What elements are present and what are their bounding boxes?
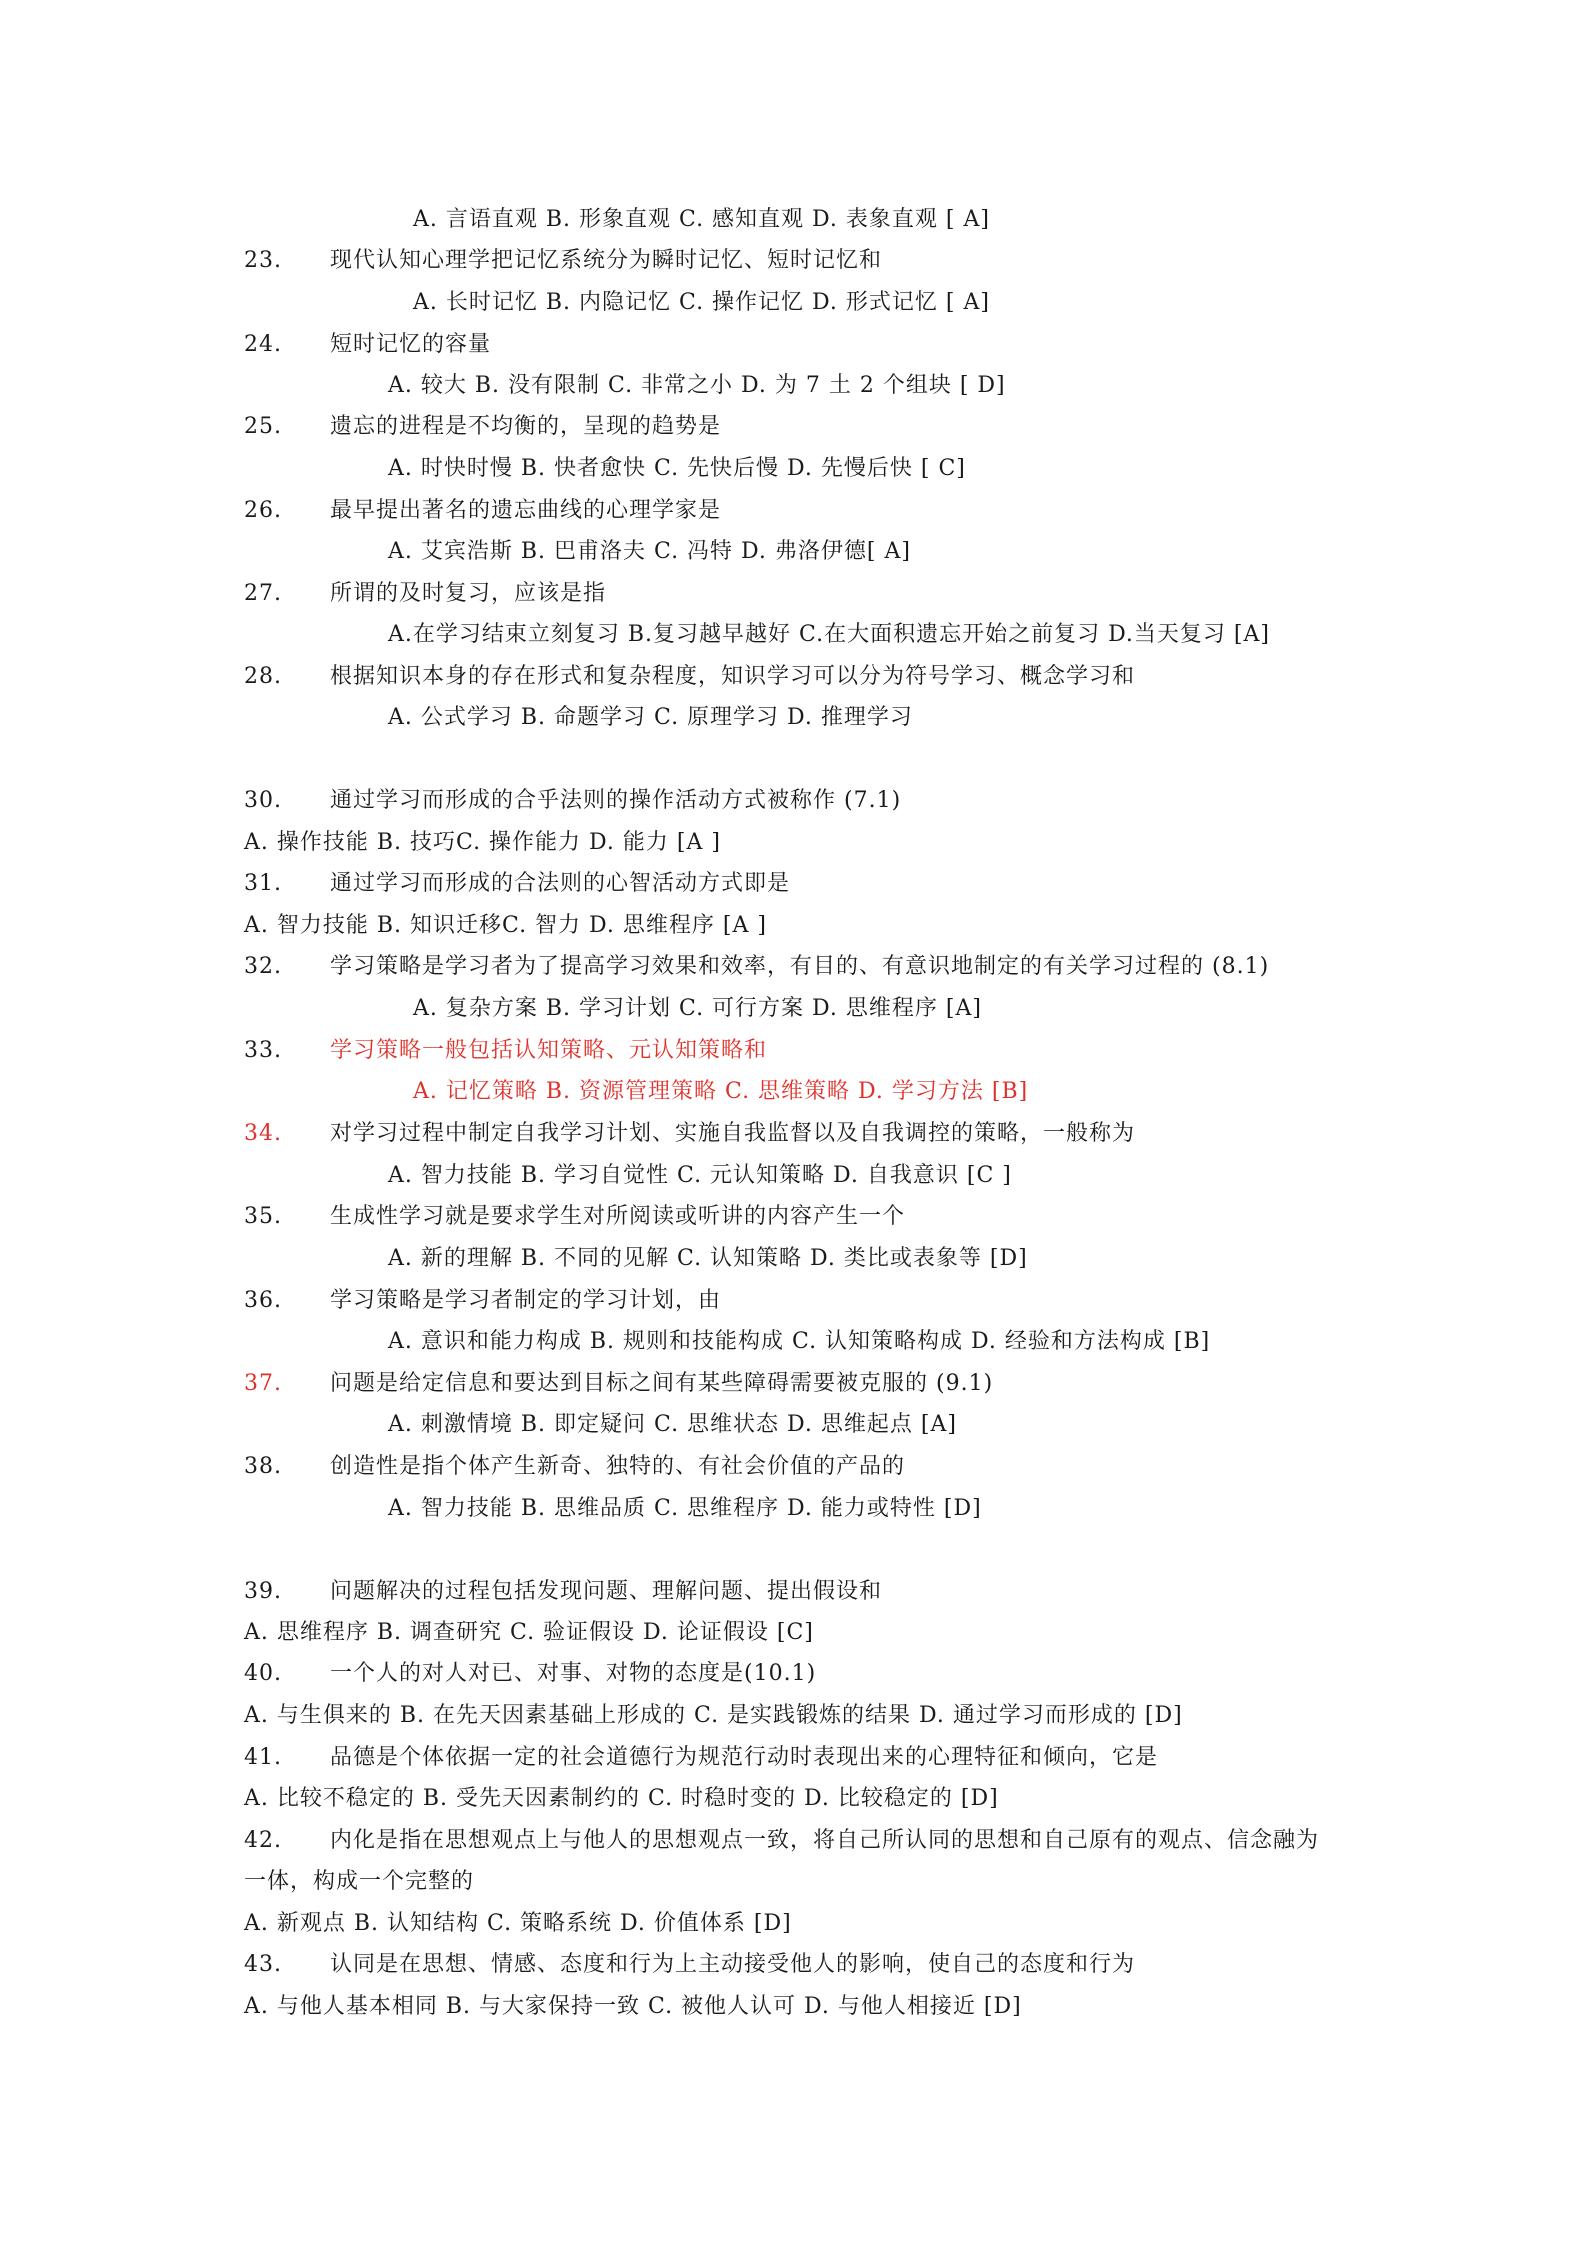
question-number: 27.	[244, 581, 282, 606]
answer-options: A. 比较不稳定的 B. 受先天因素制约的 C. 时稳时变的 D. 比较稳定的 [D]	[244, 1786, 999, 1811]
question-text: 认同是在思想、情感、态度和行为上主动接受他人的影响，使自己的态度和行为	[330, 1952, 1136, 1977]
answer-options: A. 意识和能力构成 B. 规则和技能构成 C. 认知策略构成 D. 经验和方法构成 [B]	[388, 1329, 1211, 1354]
answer-options: A.在学习结束立刻复习 B.复习越早越好 C.在大面积遗忘开始之前复习 D.当天复习 [A]	[388, 622, 1270, 647]
question-text: 根据知识本身的存在形式和复杂程度，知识学习可以分为符号学习、概念学习和	[330, 664, 1136, 689]
question-number: 41.	[244, 1745, 282, 1770]
question-number: 30.	[244, 788, 282, 813]
answer-options: A. 与他人基本相同 B. 与大家保持一致 C. 被他人认可 D. 与他人相接近 [D]	[244, 1994, 1022, 2019]
question-number: 24.	[244, 332, 282, 357]
answer-options: A. 复杂方案 B. 学习计划 C. 可行方案 D. 思维程序 [A]	[413, 996, 982, 1021]
answer-options: A. 言语直观 B. 形象直观 C. 感知直观 D. 表象直观 [ A]	[413, 207, 990, 232]
question-text: 通过学习而形成的合法则的心智活动方式即是	[330, 871, 791, 896]
question-number: 26.	[244, 498, 282, 523]
question-number: 35.	[244, 1204, 282, 1229]
answer-options: A. 刺激情境 B. 即定疑问 C. 思维状态 D. 思维起点 [A]	[388, 1412, 957, 1437]
question-text: 一个人的对人对已、对事、对物的态度是(10.1)	[330, 1661, 817, 1686]
question-text: 现代认知心理学把记忆系统分为瞬时记忆、短时记忆和	[330, 248, 883, 273]
answer-options: A. 公式学习 B. 命题学习 C. 原理学习 D. 推理学习	[388, 705, 913, 730]
question-text: 学习策略是学习者制定的学习计划，由	[330, 1288, 722, 1313]
question-text: 创造性是指个体产生新奇、独特的、有社会价值的产品的	[330, 1454, 906, 1479]
question-text: 通过学习而形成的合乎法则的操作活动方式被称作 (7.1)	[330, 788, 902, 813]
question-text: 生成性学习就是要求学生对所阅读或听讲的内容产生一个	[330, 1204, 906, 1229]
question-number: 43.	[244, 1952, 282, 1977]
question-text: 最早提出著名的遗忘曲线的心理学家是	[330, 498, 722, 523]
question-number: 37.	[244, 1371, 282, 1396]
question-number: 40.	[244, 1661, 282, 1686]
question-text: 问题是给定信息和要达到目标之间有某些障碍需要被克服的 (9.1)	[330, 1371, 994, 1396]
answer-options: A. 记忆策略 B. 资源管理策略 C. 思维策略 D. 学习方法 [B]	[413, 1079, 1029, 1104]
question-number: 31.	[244, 871, 282, 896]
question-number: 25.	[244, 414, 282, 439]
question-number: 39.	[244, 1579, 282, 1604]
answer-options: A. 较大 B. 没有限制 C. 非常之小 D. 为 7 土 2 个组块 [ D]	[388, 373, 1006, 398]
answer-options: A. 思维程序 B. 调查研究 C. 验证假设 D. 论证假设 [C]	[244, 1620, 814, 1645]
answer-options: A. 与生俱来的 B. 在先天因素基础上形成的 C. 是实践锻炼的结果 D. 通过学习而形成的 [D]	[244, 1703, 1183, 1728]
question-text: 品德是个体依据一定的社会道德行为规范行动时表现出来的心理特征和倾向，它是	[330, 1745, 1159, 1770]
question-number: 36.	[244, 1288, 282, 1313]
answer-options: A. 智力技能 B. 知识迁移C. 智力 D. 思维程序 [A ]	[244, 913, 767, 938]
question-number: 33.	[244, 1038, 282, 1063]
question-text: 遗忘的进程是不均衡的，呈现的趋势是	[330, 414, 722, 439]
question-text: 对学习过程中制定自我学习计划、实施自我监督以及自我调控的策略，一般称为	[330, 1121, 1136, 1146]
answer-options: A. 新观点 B. 认知结构 C. 策略系统 D. 价值体系 [D]	[244, 1911, 792, 1936]
question-text: 学习策略一般包括认知策略、元认知策略和	[330, 1038, 768, 1063]
question-text: 问题解决的过程包括发现问题、理解问题、提出假设和	[330, 1579, 883, 1604]
question-number: 38.	[244, 1454, 282, 1479]
answer-options: A. 智力技能 B. 学习自觉性 C. 元认知策略 D. 自我意识 [C ]	[388, 1163, 1012, 1188]
answer-options: A. 新的理解 B. 不同的见解 C. 认知策略 D. 类比或表象等 [D]	[388, 1246, 1028, 1271]
question-number: 23.	[244, 248, 282, 273]
question-text: 所谓的及时复习，应该是指	[330, 581, 607, 606]
question-text: 短时记忆的容量	[330, 332, 492, 357]
question-text: 学习策略是学习者为了提高学习效果和效率，有目的、有意识地制定的有关学习过程的 (8.1)	[330, 954, 1270, 979]
question-text: 内化是指在思想观点上与他人的思想观点一致，将自己所认同的思想和自己原有的观点、信念融为	[330, 1828, 1320, 1853]
question-number: 32.	[244, 954, 282, 979]
answer-options: A. 操作技能 B. 技巧C. 操作能力 D. 能力 [A ]	[244, 830, 721, 855]
question-number: 34.	[244, 1121, 282, 1146]
answer-options: A. 艾宾浩斯 B. 巴甫洛夫 C. 冯特 D. 弗洛伊德[ A]	[388, 539, 911, 564]
question-number: 42.	[244, 1828, 282, 1853]
answer-options: A. 长时记忆 B. 内隐记忆 C. 操作记忆 D. 形式记忆 [ A]	[413, 290, 990, 315]
answer-options: A. 智力技能 B. 思维品质 C. 思维程序 D. 能力或特性 [D]	[388, 1496, 982, 1521]
question-number: 28.	[244, 664, 282, 689]
answer-options: A. 时快时慢 B. 快者愈快 C. 先快后慢 D. 先慢后快 [ C]	[388, 456, 966, 481]
question-text: 一体，构成一个完整的	[244, 1869, 475, 1894]
